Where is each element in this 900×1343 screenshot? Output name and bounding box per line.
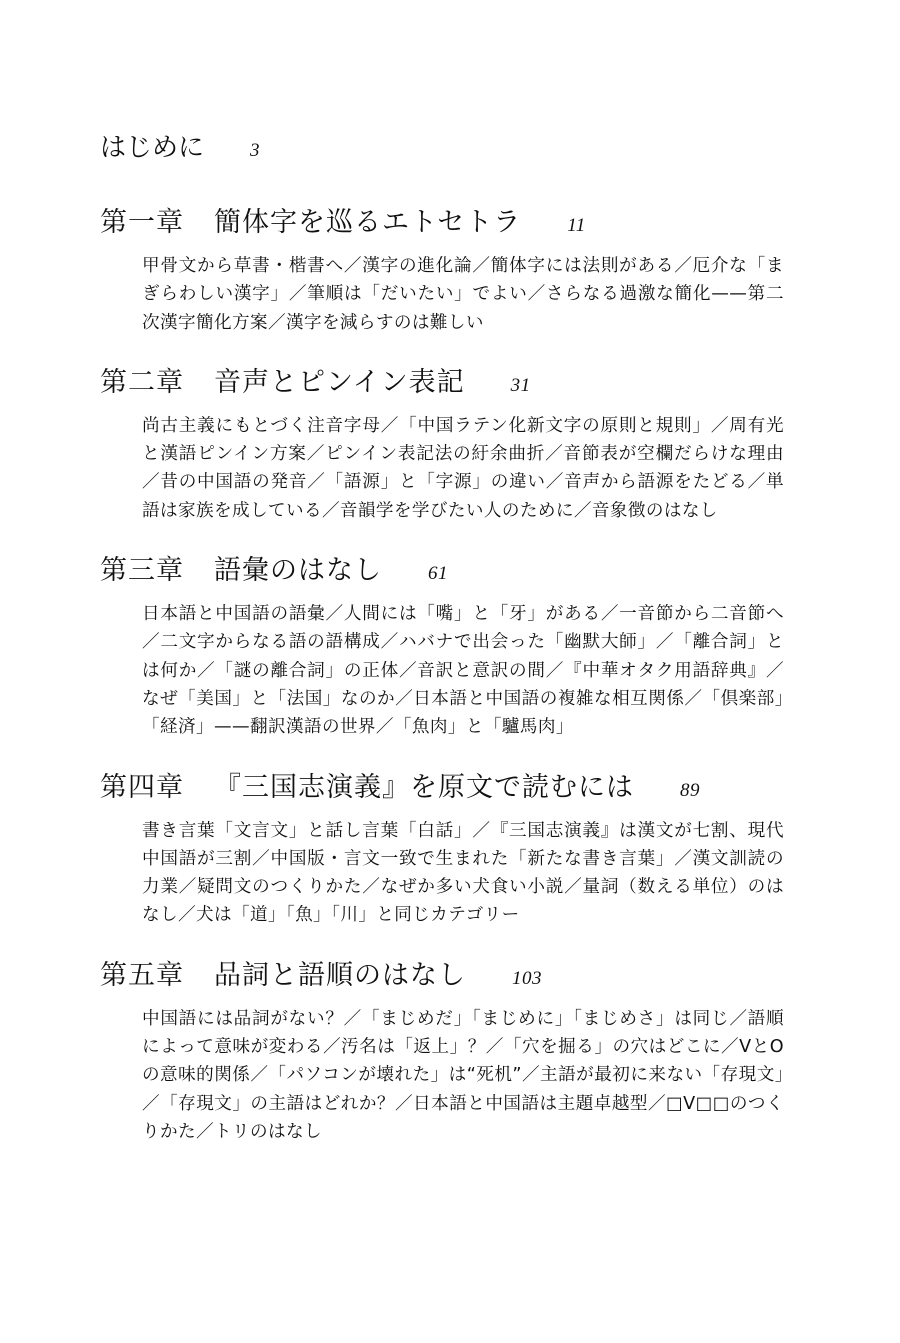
page-number: 61 [428,563,448,585]
chapter-number: 第五章 [100,959,184,991]
chapter-title: 『三国志演義』を原文で読むには [214,771,634,803]
chapter-summary: 甲骨文から草書・楷書へ／漢字の進化論／簡体字には法則がある／厄介な「まぎらわしい漢字」／筆順は「だいたい」でよい／さらなる過激な簡化——第二次漢字簡化方案／漢字を減らすのは難しい [142,256,784,333]
chapter-summary: 中国語には品詞がない？／「まじめだ」「まじめに」「まじめさ」は同じ／語順によって意味が変わる／汚名は「返上」？／「穴を掘る」の穴はどこに／VとOの意味的関係／「パソコンが壊れた」は“死机”／主語が最初に来ない「存現文」／「存現文」の主語はどれか？／日本語と中国語は主題卓越型／□V□□のつくりかた／トリのはなし [142,1008,784,1142]
chapter-number: 第三章 [100,555,184,587]
chapter-title: 品詞と語順のはなし [214,959,466,991]
toc-entry-chapter-5 [100,956,800,1146]
chapter-heading[interactable] [100,768,800,808]
chapter-heading[interactable] [100,363,800,403]
page-number: 11 [567,215,586,236]
chapter-title: 簡体字を巡るエトセトラ [214,207,522,238]
chapter-summary: 尚古主義にもとづく注音字母／「中国ラテン化新文字の原則と規則」／周有光と漢語ピンイン方案／ピンイン表記法の紆余曲折／音節表が空欄だらけな理由／昔の中国語の発音／「語源」と「字源」の違い／音声から語源をたどる／単語は家族を成している／音韻学を学びたい人のために／音象徴のはなし [142,415,784,521]
chapter-number: 第一章 [100,207,184,238]
chapter-title: 音声とピンイン表記 [214,366,465,398]
toc-entry-chapter-4 [100,768,800,930]
table-of-contents [100,128,800,1172]
chapter-title: 語彙のはなし [214,555,382,587]
page-number: 103 [512,967,542,989]
introduction-title: はじめに [100,133,205,163]
chapter-heading[interactable] [100,956,800,996]
page-number: 3 [250,140,261,161]
toc-entry-chapter-1 [100,203,800,337]
chapter-heading[interactable] [100,551,800,591]
toc-entry-chapter-3 [100,551,800,741]
page-number: 89 [680,779,700,801]
chapter-number: 第四章 [100,771,184,803]
chapter-heading[interactable] [100,203,800,243]
page-number: 31 [510,374,531,396]
toc-entry-chapter-2 [100,363,800,525]
toc-entry-introduction[interactable] [100,128,800,171]
chapter-number: 第二章 [100,366,184,398]
chapter-summary: 書き言葉「文言文」と話し言葉「白話」／『三国志演義』は漢文が七割、現代中国語が三割／中国版・言文一致で生まれた「新たな書き言葉」／漢文訓読の力業／疑問文のつくりかた／なぜか多い犬食い小説／量詞（数える単位）のはなし／犬は「道」「魚」「川」と同じカテゴリー [142,820,784,926]
chapter-summary: 日本語と中国語の語彙／人間には「嘴」と「牙」がある／一音節から二音節へ／二文字からなる語の語構成／ハバナで出会った「幽默大師」／「離合詞」とは何か／「謎の離合詞」の正体／音訳と意訳の間／『中華オタク用語辞典』／なぜ「美国」と「法国」なのか／日本語と中国語の複雑な相互関係／「倶楽部」「経済」——翻訳漢語の世界／「魚肉」と「驢馬肉」 [142,604,784,738]
